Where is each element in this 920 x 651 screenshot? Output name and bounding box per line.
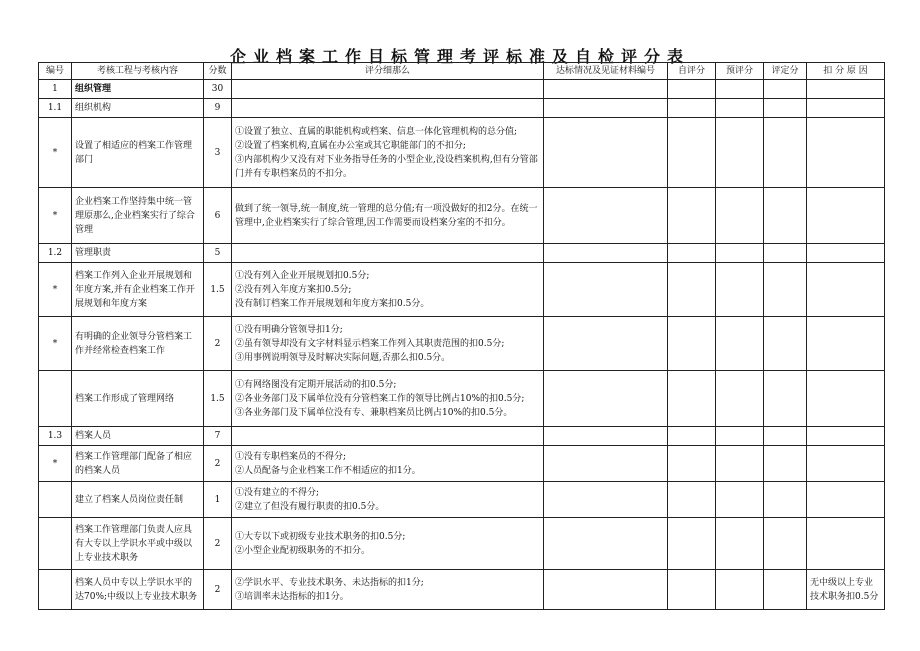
header-cell: 扣 分 原 因	[807, 63, 885, 80]
deduction-reason	[807, 99, 885, 118]
evidence-cell	[544, 446, 668, 482]
item-number: *	[39, 446, 72, 482]
deduction-reason	[807, 118, 885, 188]
header-cell: 评分细那么	[232, 63, 544, 80]
final-score-cell	[764, 371, 807, 427]
detail-line: 做到了统一领导,统一制度,统一管理的总分值;有一项没做好的扣2分。在统一管理中,企业档案实行了综合管理,因工作需要而设档案分室的不扣分。	[235, 203, 538, 228]
detail-line: ②小型企业配初级职务的不扣分。	[235, 545, 371, 556]
page-title: 企业档案工作目标管理考评标准及自检评分表	[229, 47, 690, 66]
item-content: 档案工作形成了管理网络	[72, 371, 204, 427]
evidence-cell	[544, 99, 668, 118]
item-number	[39, 371, 72, 427]
item-score: 7	[204, 427, 232, 446]
item-score: 1.5	[204, 371, 232, 427]
header-cell: 编号	[39, 63, 72, 80]
item-score: 2	[204, 518, 232, 570]
scoring-detail	[232, 482, 544, 518]
detail-line: 没有制订档案工作开展规划和年度方案扣0.5分。	[235, 298, 430, 309]
item-content: 档案工作管理部门负责人应具有大专以上学识水平或中级以上专业技术职务	[72, 518, 204, 570]
header-cell: 考核工程与考核内容	[72, 63, 204, 80]
scoring-detail	[232, 118, 544, 188]
final-score-cell	[764, 99, 807, 118]
table-row	[39, 482, 885, 518]
table-row	[39, 570, 885, 610]
item-score: 2	[204, 446, 232, 482]
item-number	[39, 482, 72, 518]
pre-score-cell	[716, 244, 764, 263]
self-score-cell	[668, 263, 716, 317]
detail-line: ①大专以下或初级专业技术职务的扣0.5分;	[235, 531, 406, 542]
detail-line: ③用事例说明领导及时解决实际问题,否那么扣0.5分。	[235, 352, 451, 363]
final-score-cell	[764, 244, 807, 263]
evidence-cell	[544, 427, 668, 446]
item-score: 30	[204, 80, 232, 99]
scoring-detail	[232, 371, 544, 427]
item-number: 1.1	[39, 99, 72, 118]
detail-line: ①没有列入企业开展规划扣0.5分;	[235, 270, 370, 281]
pre-score-cell	[716, 118, 764, 188]
table-row	[39, 446, 885, 482]
scoring-detail	[232, 446, 544, 482]
section-row	[39, 80, 885, 99]
evidence-cell	[544, 188, 668, 244]
item-score: 2	[204, 317, 232, 371]
table-row	[39, 188, 885, 244]
pre-score-cell	[716, 99, 764, 118]
pre-score-cell	[716, 263, 764, 317]
evidence-cell	[544, 118, 668, 188]
item-score: 2	[204, 570, 232, 610]
section-row	[39, 99, 885, 118]
item-score: 1	[204, 482, 232, 518]
item-content: 企业档案工作坚持集中统一管理原那么,企业档案实行了综合管理	[72, 188, 204, 244]
evaluation-table	[38, 62, 885, 610]
self-score-cell	[668, 99, 716, 118]
item-content: 建立了档案人员岗位责任制	[72, 482, 204, 518]
pre-score-cell	[716, 446, 764, 482]
header-cell: 分数	[204, 63, 232, 80]
self-score-cell	[668, 80, 716, 99]
evidence-cell	[544, 371, 668, 427]
evidence-cell	[544, 518, 668, 570]
self-score-cell	[668, 317, 716, 371]
pre-score-cell	[716, 427, 764, 446]
item-number	[39, 570, 72, 610]
deduction-reason	[807, 518, 885, 570]
deduction-reason	[807, 446, 885, 482]
deduction-reason	[807, 188, 885, 244]
detail-line: ①设置了独立、直属的职能机构或档案、信息一体化管理机构的总分值;	[235, 126, 518, 137]
deduction-reason	[807, 317, 885, 371]
detail-line: ②没有列入年度方案扣0.5分;	[235, 284, 352, 295]
scoring-detail	[232, 263, 544, 317]
evidence-cell	[544, 80, 668, 99]
scoring-detail	[232, 244, 544, 263]
detail-line: ②建立了但没有履行职责的扣0.5分。	[235, 501, 385, 512]
detail-line: ③各业务部门及下属单位没有专、兼职档案员比例占10%的扣0.5分。	[235, 407, 513, 418]
detail-line: ③内部机构少又没有对下业务指导任务的小型企业,没设档案机构,但有分管部门并有专职档案员的不扣分。	[235, 154, 538, 179]
pre-score-cell	[716, 371, 764, 427]
item-score: 1.5	[204, 263, 232, 317]
item-score: 3	[204, 118, 232, 188]
detail-line: ①有网络图没有定期开展活动的扣0.5分;	[235, 379, 397, 390]
item-number: 1.3	[39, 427, 72, 446]
self-score-cell	[668, 371, 716, 427]
evidence-cell	[544, 570, 668, 610]
self-score-cell	[668, 118, 716, 188]
section-row	[39, 427, 885, 446]
table-row	[39, 118, 885, 188]
self-score-cell	[668, 427, 716, 446]
detail-line: ②人员配备与企业档案工作不相适应的扣1分。	[235, 465, 421, 476]
evidence-cell	[544, 317, 668, 371]
scoring-detail	[232, 317, 544, 371]
item-content: 档案人员	[72, 427, 204, 446]
section-row	[39, 244, 885, 263]
item-content: 档案工作管理部门配备了相应的档案人员	[72, 446, 204, 482]
scoring-detail	[232, 99, 544, 118]
final-score-cell	[764, 188, 807, 244]
item-content: 档案工作列入企业开展规划和年度方案,并有企业档案工作开展规划和年度方案	[72, 263, 204, 317]
detail-line: ②学识水平、专业技术职务、未达指标的扣1分;	[235, 577, 424, 588]
detail-line: ③培训率未达指标的扣1分。	[235, 591, 349, 602]
item-content: 设置了相适应的档案工作管理部门	[72, 118, 204, 188]
item-content: 有明确的企业领导分管档案工作并经常检查档案工作	[72, 317, 204, 371]
detail-line: ①没有建立的不得分;	[235, 487, 320, 498]
scoring-detail	[232, 427, 544, 446]
item-score: 5	[204, 244, 232, 263]
scoring-detail	[232, 570, 544, 610]
item-number: *	[39, 118, 72, 188]
final-score-cell	[764, 80, 807, 99]
item-score: 6	[204, 188, 232, 244]
deduction-reason: 无中级以上专业技术职务扣0.5分	[807, 570, 885, 610]
header-row	[39, 63, 885, 80]
table-row	[39, 263, 885, 317]
item-number	[39, 518, 72, 570]
pre-score-cell	[716, 482, 764, 518]
detail-line: ②虽有领导却没有文字材料显示档案工作列入其职责范围的扣0.5分;	[235, 338, 505, 349]
scoring-detail	[232, 80, 544, 99]
item-content: 组织管理	[72, 80, 204, 99]
deduction-reason	[807, 371, 885, 427]
detail-line: ②各业务部门及下属单位没有分管档案工作的领导比例占10%的扣0.5分;	[235, 393, 525, 404]
item-number: *	[39, 317, 72, 371]
final-score-cell	[764, 427, 807, 446]
final-score-cell	[764, 446, 807, 482]
deduction-reason	[807, 263, 885, 317]
self-score-cell	[668, 446, 716, 482]
item-content: 管理职责	[72, 244, 204, 263]
item-content: 档案人员中专以上学识水平的达70%;中级以上专业技术职务	[72, 570, 204, 610]
detail-line: ①没有专职档案员的不得分;	[235, 451, 347, 462]
header-cell: 达标情况及见证材料编号	[544, 63, 668, 80]
pre-score-cell	[716, 518, 764, 570]
self-score-cell	[668, 244, 716, 263]
pre-score-cell	[716, 317, 764, 371]
header-cell: 自评分	[668, 63, 716, 80]
item-number: 1.2	[39, 244, 72, 263]
pre-score-cell	[716, 570, 764, 610]
final-score-cell	[764, 570, 807, 610]
table-row	[39, 518, 885, 570]
detail-line: ①没有明确分管领导扣1分;	[235, 324, 343, 335]
deduction-reason	[807, 244, 885, 263]
item-content: 组织机构	[72, 99, 204, 118]
item-number: 1	[39, 80, 72, 99]
self-score-cell	[668, 482, 716, 518]
final-score-cell	[764, 118, 807, 188]
table-row	[39, 317, 885, 371]
evidence-cell	[544, 244, 668, 263]
pre-score-cell	[716, 80, 764, 99]
item-number: *	[39, 263, 72, 317]
final-score-cell	[764, 518, 807, 570]
self-score-cell	[668, 518, 716, 570]
evidence-cell	[544, 482, 668, 518]
detail-line: ②设置了档案机构,直属在办公室或其它职能部门的不扣分;	[235, 140, 466, 151]
deduction-reason	[807, 482, 885, 518]
item-number: *	[39, 188, 72, 244]
scoring-detail	[232, 518, 544, 570]
final-score-cell	[764, 317, 807, 371]
table-row	[39, 371, 885, 427]
deduction-reason	[807, 80, 885, 99]
header-cell: 评定分	[764, 63, 807, 80]
self-score-cell	[668, 188, 716, 244]
deduction-reason	[807, 427, 885, 446]
final-score-cell	[764, 482, 807, 518]
header-cell: 预评分	[716, 63, 764, 80]
final-score-cell	[764, 263, 807, 317]
item-score: 9	[204, 99, 232, 118]
self-score-cell	[668, 570, 716, 610]
pre-score-cell	[716, 188, 764, 244]
evidence-cell	[544, 263, 668, 317]
scoring-detail	[232, 188, 544, 244]
